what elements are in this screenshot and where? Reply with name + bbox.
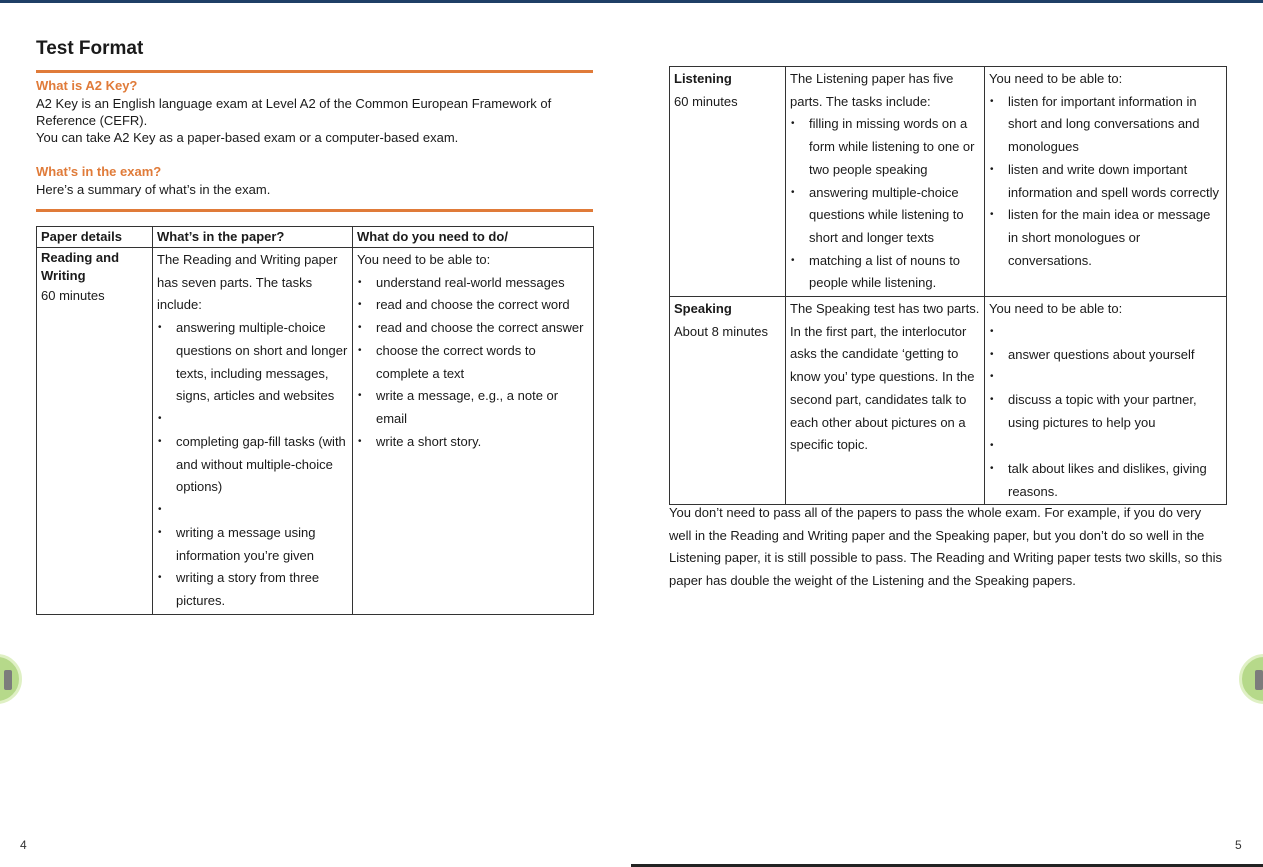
list-spacer: [989, 321, 1222, 344]
list-item: • listen for the main idea or message in short monologues or conversations.: [989, 204, 1222, 272]
list-item: • write a message, e.g., a note or email: [357, 385, 589, 430]
paper-details-cell: [670, 67, 786, 297]
needs-list: [989, 321, 1222, 504]
top-rule: [0, 0, 1263, 3]
list-item: • understand real-world messages: [357, 272, 589, 295]
page-title: Test Format: [36, 38, 144, 59]
needs-list: [989, 91, 1222, 273]
whats-in-heading: What’s in the exam?: [36, 164, 162, 179]
needs-intro: You need to be able to:: [357, 252, 491, 267]
tab-handle-icon: [1255, 670, 1263, 690]
list-item: • answer questions about yourself: [989, 344, 1222, 367]
list-item: • read and choose the correct word: [357, 294, 589, 317]
needs-list: [357, 272, 589, 454]
paper-name: Speaking: [674, 301, 732, 317]
paper-duration: 60 minutes: [674, 93, 738, 109]
list-item: • answering multiple-choice questions while listening to short and longer texts: [790, 182, 980, 250]
exam-format-text: You can take A2 Key as a paper-based exam or a computer-based exam.: [36, 130, 459, 145]
list-item: • writing a message using information you’re given: [157, 522, 348, 567]
page-number-left: 4: [20, 838, 27, 852]
tab-handle-icon: [4, 670, 12, 690]
listening-speaking-table: [669, 66, 1227, 505]
closing-paragraph: You don’t need to pass all of the papers to pass the whole exam. For example, if you do very well in the Reading and Writing paper and the Speaking paper, but you don’t do so well in the Listening paper, it is still possible to pass. The Reading and Writing paper tests two skills, so this paper has double the weight of the Listening and the Speaking papers.: [669, 505, 1223, 589]
paper-duration: 60 minutes: [41, 288, 105, 303]
table-header-row: [37, 227, 594, 248]
table-row: [37, 248, 594, 615]
list-item: • matching a list of nouns to people while listening.: [790, 250, 980, 295]
page-number-right: 5: [1235, 838, 1242, 852]
next-page-tab[interactable]: [1239, 654, 1263, 704]
paper-duration: About 8 minutes: [674, 323, 768, 339]
header-paper-details: Paper details: [37, 227, 153, 248]
list-item: • talk about likes and dislikes, giving reasons.: [989, 458, 1222, 503]
list-item: • completing gap-fill tasks (with and without multiple-choice options): [157, 431, 348, 499]
table-row: [670, 297, 1227, 505]
list-item: • listen and write down important information and spell words correctly: [989, 159, 1222, 204]
paper-name: Reading and Writing: [41, 250, 120, 283]
reading-writing-table: [36, 226, 594, 615]
needs-intro: You need to be able to:: [989, 71, 1123, 86]
task-list: [157, 317, 348, 613]
needs-intro: You need to be able to:: [989, 301, 1123, 317]
paper-contents-cell: [153, 248, 353, 615]
list-spacer: [989, 366, 1222, 389]
header-whats-in-paper: What’s in the paper?: [153, 227, 353, 248]
list-item: • filling in missing words on a form while listening to one or two people speaking: [790, 113, 980, 181]
paper-name: Listening: [674, 71, 732, 86]
section-divider: [36, 209, 593, 212]
paper-details-cell: [670, 297, 786, 505]
list-item: • writing a story from three pictures.: [157, 567, 348, 612]
paper-details-cell: [37, 248, 153, 615]
paper-intro: The Reading and Writing paper has seven parts. The tasks include:: [157, 252, 338, 313]
table-row: [670, 67, 1227, 297]
needs-cell: [985, 297, 1227, 505]
whats-in-body: Here’s a summary of what’s in the exam.: [36, 182, 271, 197]
list-item: • write a short story.: [357, 431, 589, 454]
paper-contents-cell: [786, 297, 985, 505]
what-is-body: A2 Key is an English language exam at Level A2 of the Common European Framework of Reference (CEFR).: [36, 96, 552, 128]
list-item: • discuss a topic with your partner, using pictures to help you: [989, 389, 1222, 434]
list-item: • read and choose the correct answer: [357, 317, 589, 340]
list-item: • listen for important information in short and long conversations and monologues: [989, 91, 1222, 159]
paper-description: The Speaking test has two parts. In the first part, the interlocutor asks the candidate ‘getting to know you’ type questions. In the second part, candidates talk to each other about pictures on a specific topic.: [790, 301, 980, 453]
needs-cell: [353, 248, 594, 615]
list-item: • choose the correct words to complete a text: [357, 340, 589, 385]
what-is-heading: What is A2 Key?: [36, 78, 138, 93]
needs-cell: [985, 67, 1227, 297]
task-list: [790, 113, 980, 295]
list-spacer: [989, 435, 1222, 458]
list-spacer: [157, 499, 348, 522]
header-what-to-do: What do you need to do/: [353, 227, 594, 248]
list-item: • answering multiple-choice questions on short and longer texts, including messages, signs, articles and websites: [157, 317, 348, 408]
prev-page-tab[interactable]: [0, 654, 22, 704]
paper-intro: The Listening paper has five parts. The tasks include:: [790, 71, 954, 109]
list-spacer: [157, 408, 348, 431]
section-divider: [36, 70, 593, 73]
paper-contents-cell: [786, 67, 985, 297]
